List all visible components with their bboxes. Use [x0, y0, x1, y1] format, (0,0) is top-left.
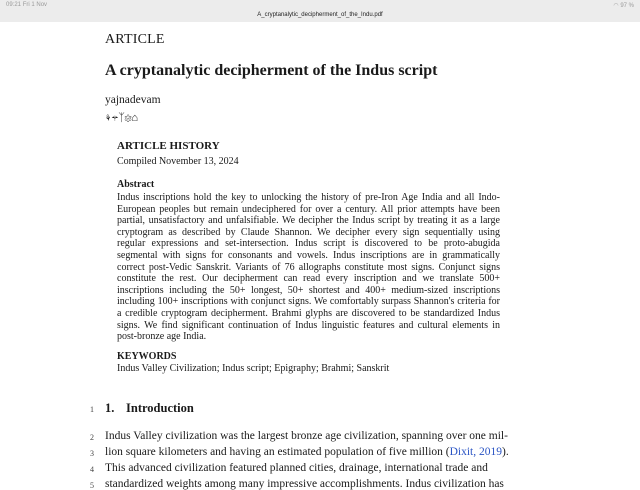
status-battery [613, 2, 634, 9]
status-time: 09:21 [6, 2, 22, 8]
viewer-topbar [0, 0, 640, 22]
section-number: 1. [105, 401, 115, 415]
abstract-heading: Abstract [117, 179, 155, 190]
author-name: yajnadevam [105, 94, 161, 106]
section-title: Introduction [126, 401, 194, 415]
body-text: ). [502, 446, 509, 458]
paper-title: A cryptanalytic decipherment of the Indus script [105, 62, 438, 79]
line-number: 4 [90, 465, 94, 474]
status-date: Fri 1 Nov [22, 2, 48, 8]
line-number: 3 [90, 449, 94, 458]
line-number: 2 [90, 433, 94, 442]
abstract-text: Indus inscriptions hold the key to unlocking the history of pre-Iron Age India and all Indo-European peoples but remain undeciphered for over a century. All prior attempts have been partial, unsatisfactory and unfalsifiable. We decipher the Indus script by treating it as a large cryptogram as described by Claude Shannon. We decipher every sign sequentially using regular expressions and set-intersection. Indus script is discovered to be proto-abugida segmental with signs for consonants and vowels. Indus inscriptions are in grammatically correct post-Vedic Sanskrit. Variants of 76 allographs constitute most signs. Conjunct signs constitute the rest. Our decipherment can read every inscription and we translate 500+ inscriptions including the 50+ longest, 50+ shortest and 400+ medium-sized inscriptions including 100+ inscriptions with conjunct signs. We comfortably surpass Shannon's criteria for a credible cryptogram decipherment. Brahmi glyphs are discovered to be standardized Indus signs. We find significant continuation of Indus linguistic features and cultural elements in post-bronze age India. [117, 192, 500, 343]
body-line [105, 446, 535, 458]
body-line: This advanced civilization featured planned cities, drainage, international trade and [105, 462, 488, 474]
status-time-date [6, 2, 47, 8]
author-script-glyphs: ⚘⚚ᛉ⚛⌂ [105, 112, 139, 124]
citation-link[interactable]: Dixit, 2019 [449, 446, 502, 458]
battery-percent: 97 % [620, 3, 634, 9]
article-history-heading: ARTICLE HISTORY [117, 140, 220, 152]
wifi-icon: ◠ [613, 3, 619, 9]
pdf-page[interactable] [0, 22, 640, 490]
document-filename[interactable]: A_cryptanalytic_decipherment_of_the_Indu.pdf [257, 12, 383, 18]
compiled-date: Compiled November 13, 2024 [117, 156, 239, 167]
body-line: standardized weights among many impressive accomplishments. Indus civilization has [105, 478, 504, 490]
line-number: 1 [90, 405, 94, 414]
line-number: 5 [90, 481, 94, 490]
body-text: lion square kilometers and having an estimated population of five million ( [105, 446, 450, 458]
body-line: Indus Valley civilization was the largest bronze age civilization, spanning over one mil- [105, 430, 508, 442]
article-label: ARTICLE [105, 32, 165, 47]
keywords-heading: KEYWORDS [117, 351, 177, 362]
keywords-list: Indus Valley Civilization; Indus script; Epigraphy; Brahmi; Sanskrit [117, 363, 390, 374]
